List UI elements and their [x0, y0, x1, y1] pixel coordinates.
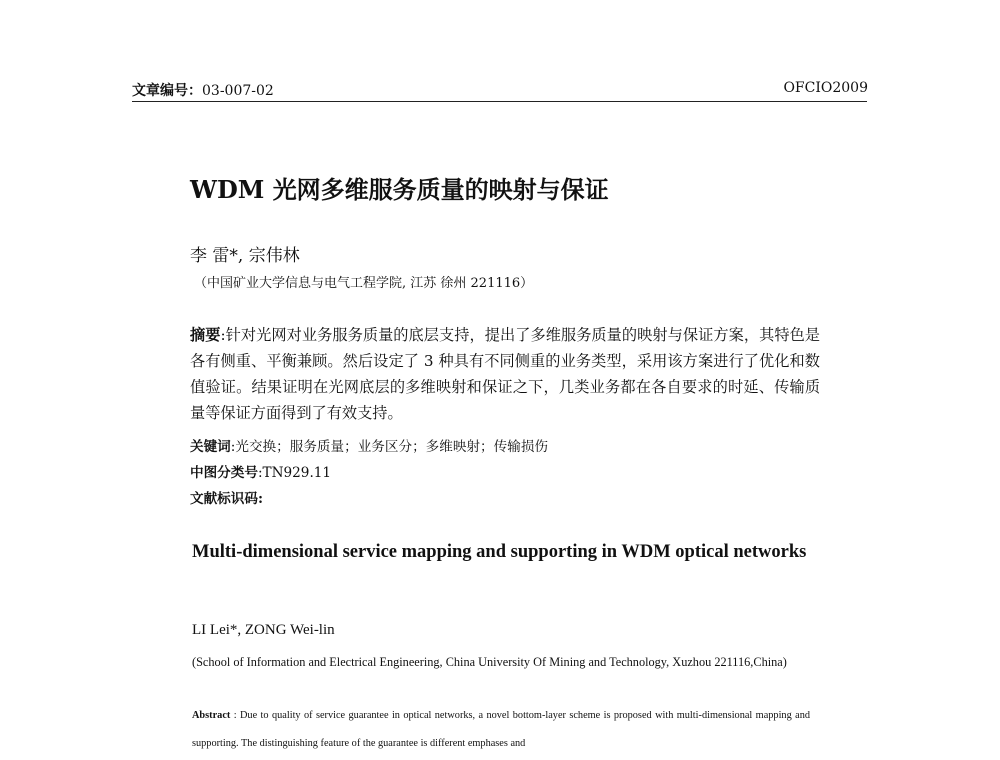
header-left [132, 80, 274, 100]
abstract-zh-label: 摘要 [190, 326, 221, 344]
title-zh: WDM 光网多维服务质量的映射与保证 [190, 175, 609, 204]
authors-en: LI Lei*, ZONG Wei-lin [192, 622, 335, 638]
classification-zh-label: 中图分类号 [190, 465, 258, 481]
abstract-en-text: : Due to quality of service guarantee in optical networks, a novel bottom-layer scheme is proposed with multi-dimensional mapping and supporting. The distinguishing feature of the guarantee is different emphases and [192, 710, 810, 749]
classification-zh-text: :TN929.11 [257, 465, 332, 481]
title-en: Multi-dimensional service mapping and supporting in WDM optical networks [192, 542, 807, 562]
classification-zh [190, 461, 331, 481]
affiliation-en: (School of Information and Electrical Engineering, China University Of Mining and Technology, Xuzhou 221116,China) [192, 655, 787, 669]
affiliation-zh: （中国矿业大学信息与电气工程学院, 江苏 徐州 221116） [194, 276, 534, 291]
article-number-label: 文章编号： [132, 83, 202, 99]
keywords-zh-text: :光交换；服务质量；业务区分；多维映射；传输损伤 [230, 439, 549, 455]
abstract-en-label: Abstract [192, 710, 231, 721]
abstract-zh [190, 322, 820, 426]
conference-code: OFCIO2009 [783, 80, 868, 96]
doc-code-zh: 文献标识码: [190, 491, 263, 507]
article-number-value: 03-007-02 [202, 83, 274, 99]
header-rule [132, 101, 867, 102]
keywords-zh [190, 435, 548, 455]
authors-zh: 李 雷*, 宗伟林 [190, 246, 300, 266]
abstract-en [192, 702, 810, 758]
abstract-zh-text: :针对光网对业务服务质量的底层支持，提出了多维服务质量的映射与保证方案，其特色是各有侧重、平衡兼顾。然后设定了 3 种具有不同侧重的业务类型，采用该方案进行了优化和数值验证。结果证明在光网底层的多维映射和保证之下，几类业务都在各自要求的时延、传输质量等保证方面得到了有效支持。 [190, 326, 820, 422]
keywords-zh-label: 关键词 [190, 439, 231, 455]
